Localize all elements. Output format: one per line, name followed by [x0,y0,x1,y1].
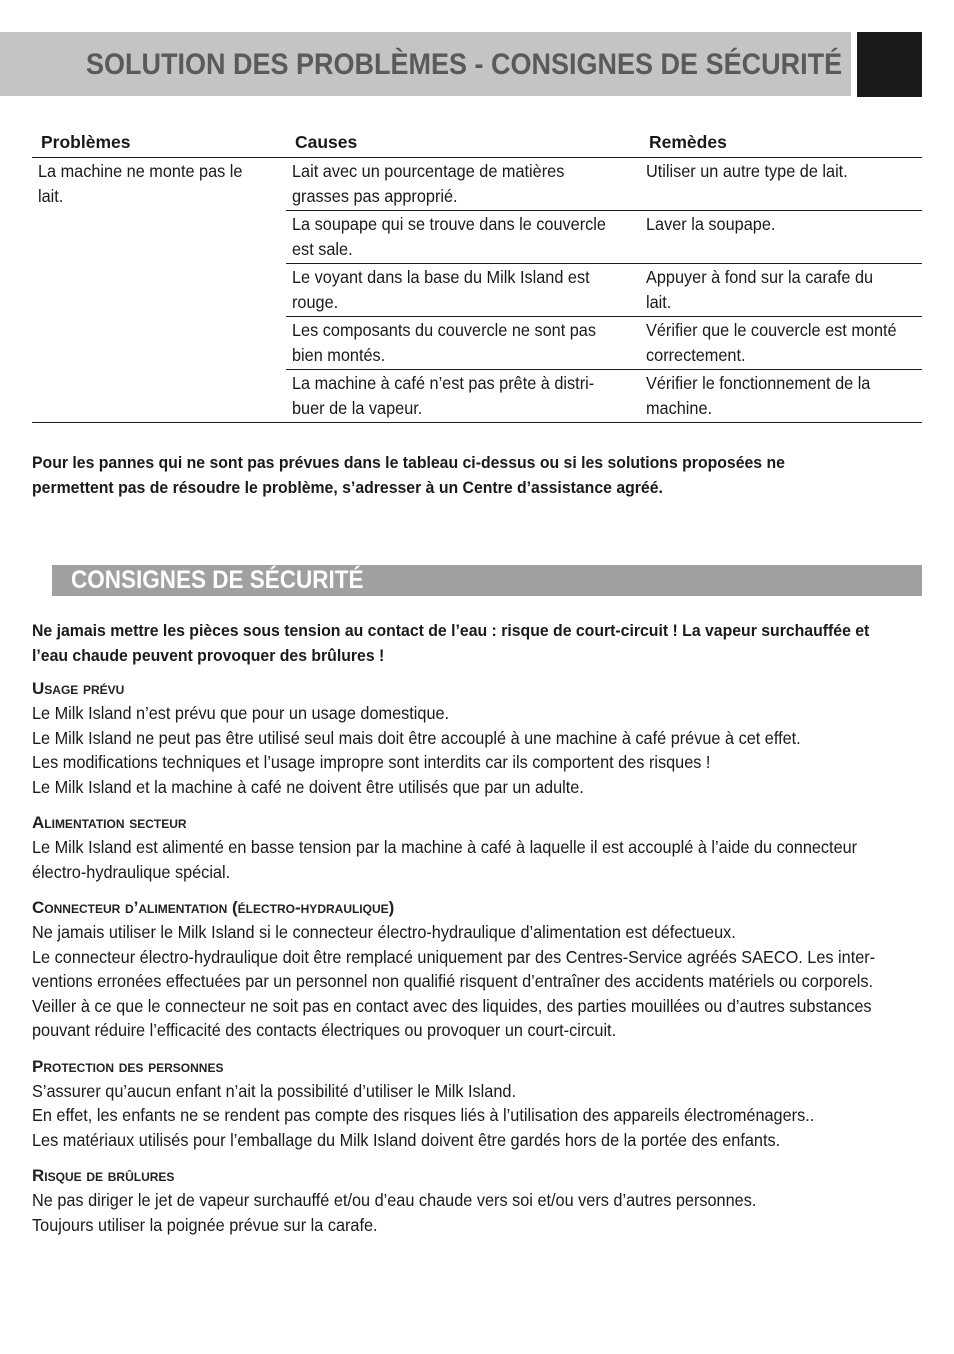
subsection-body-usage [32,701,922,799]
body-line: ventions erronées effectuées par un personnel non qualifié risquent d’entraîner des accidents matériels ou corporels. [32,971,874,991]
cause-cell [286,370,640,423]
cause-line: La soupape qui se trouve dans le couvercle [292,214,606,234]
notice-line: permettent pas de résoudre le problème, s’adresser à un Centre d’assistance agréé. [32,478,663,497]
body-line: En effet, les enfants ne se rendent pas compte des risques liés à l’utilisation des appareils électroménagers.. [32,1105,815,1125]
body-line: Ne jamais utiliser le Milk Island si le connecteur électro-hydraulique d’alimentation est défectueux. [32,922,736,942]
body-line: Le Milk Island et la machine à café ne doivent être utilisés que par un adulte. [32,776,584,797]
remedy-cell [640,370,922,423]
cause-cell [286,264,640,317]
subsection-body-power [32,835,922,884]
subsection-title-connector: Connecteur d’alimentation (électro-hydraulique) [32,898,395,917]
remedy-line: Appuyer à fond sur la carafe du lait. [646,267,874,312]
notice-line: Pour les pannes qui ne sont pas prévues dans le tableau ci-dessus ou si les solutions proposées ne [32,453,785,472]
cause-line: buer de la vapeur. [292,398,423,418]
remedy-line: machine. [646,398,713,418]
cause-line: Lait avec un pourcentage de matières [292,161,565,181]
body-line: S’assurer qu’aucun enfant n’ait la possibilité d’utiliser le Milk Island. [32,1080,516,1101]
subsection-title-protection: Protection des personnes [32,1056,224,1076]
remedy-cell [640,317,922,370]
subsection-body-connector [32,920,922,1043]
problem-line: lait. [38,186,64,206]
remedy-line: correctement. [646,345,746,365]
cause-line: bien montés. [292,345,386,365]
cause-line: grasses pas approprié. [292,186,458,206]
subsection-title-burns: Risque de brûlures [32,1166,175,1185]
remedy-line: Laver la soupape. [646,214,776,234]
assistance-notice [32,450,902,500]
header-corner-block [857,32,922,97]
subsection-title-usage: Usage prévu [32,679,125,698]
cause-cell [286,317,640,370]
table-header-row [32,126,922,158]
body-line: Les matériaux utilisés pour l’emballage du Milk Island doivent être gardés hors de la portée des enfants. [32,1129,781,1150]
body-line: électro-hydraulique spécial. [32,861,231,882]
cause-line: rouge. [292,292,339,312]
remedy-line: Vérifier le fonctionnement de la [646,373,871,393]
cause-line: Les composants du couvercle ne sont pas [292,320,596,340]
cause-cell [286,158,640,211]
subsection-body-protection [32,1079,922,1153]
body-line: Le connecteur électro-hydraulique doit être remplacé uniquement par des Centres-Service agréés SAECO. Les inter- [32,946,876,967]
column-header-remedies: Remèdes [640,126,922,158]
body-line: Le Milk Island est alimenté en basse tension par la machine à café à laquelle il est accouplé à l’aide du connecteur [32,837,858,857]
section-title-safety: CONSIGNES DE SÉCURITÉ [71,566,364,594]
body-line: Les modifications techniques et l’usage impropre sont interdits car ils comportent des risques ! [32,752,711,772]
remedy-cell [640,158,922,211]
cause-cell [286,211,640,264]
body-line: Veiller à ce que le connecteur ne soit pas en contact avec des liquides, des parties mouillées ou d’autres substances [32,995,872,1016]
column-header-problems: Problèmes [32,126,286,158]
warning-line: Ne jamais mettre les pièces sous tension au contact de l’eau : risque de court-circuit ! La vapeur surchauffée et [32,621,870,640]
remedy-cell [640,264,922,317]
subsection-title-power: Alimentation secteur [32,813,187,832]
warning-line: l’eau chaude peuvent provoquer des brûlures ! [32,646,385,665]
subsection-body-burns [32,1188,922,1237]
troubleshooting-table [32,126,922,423]
page-title: SOLUTION DES PROBLÈMES - CONSIGNES DE SÉCURITÉ [86,48,843,81]
remedy-line: Vérifier que le couvercle est monté [646,320,897,340]
cause-line: Le voyant dans la base du Milk Island est [292,267,590,287]
cause-line: La machine à café n’est pas prête à distri- [292,373,595,393]
body-line: Le Milk Island n’est prévu que pour un usage domestique. [32,703,450,723]
cause-line: est sale. [292,239,353,259]
safety-sections [32,677,922,1237]
problem-cell [32,158,286,423]
remedy-cell [640,211,922,264]
problem-line: La machine ne monte pas le [38,161,243,181]
body-line: pouvant réduire l’efficacité des contacts électriques ou provoquer un court-circuit. [32,1020,617,1040]
remedy-line: Utiliser un autre type de lait. [646,161,848,181]
safety-warning [32,618,932,668]
table-row [32,158,922,211]
body-line: Ne pas diriger le jet de vapeur surchauffé et/ou d’eau chaude vers soi et/ou vers d’autres personnes. [32,1190,757,1210]
body-line: Le Milk Island ne peut pas être utilisé seul mais doit être accouplé à une machine à café prévue à cet effet. [32,727,801,748]
body-line: Toujours utiliser la poignée prévue sur la carafe. [32,1214,378,1235]
column-header-causes: Causes [286,126,640,158]
